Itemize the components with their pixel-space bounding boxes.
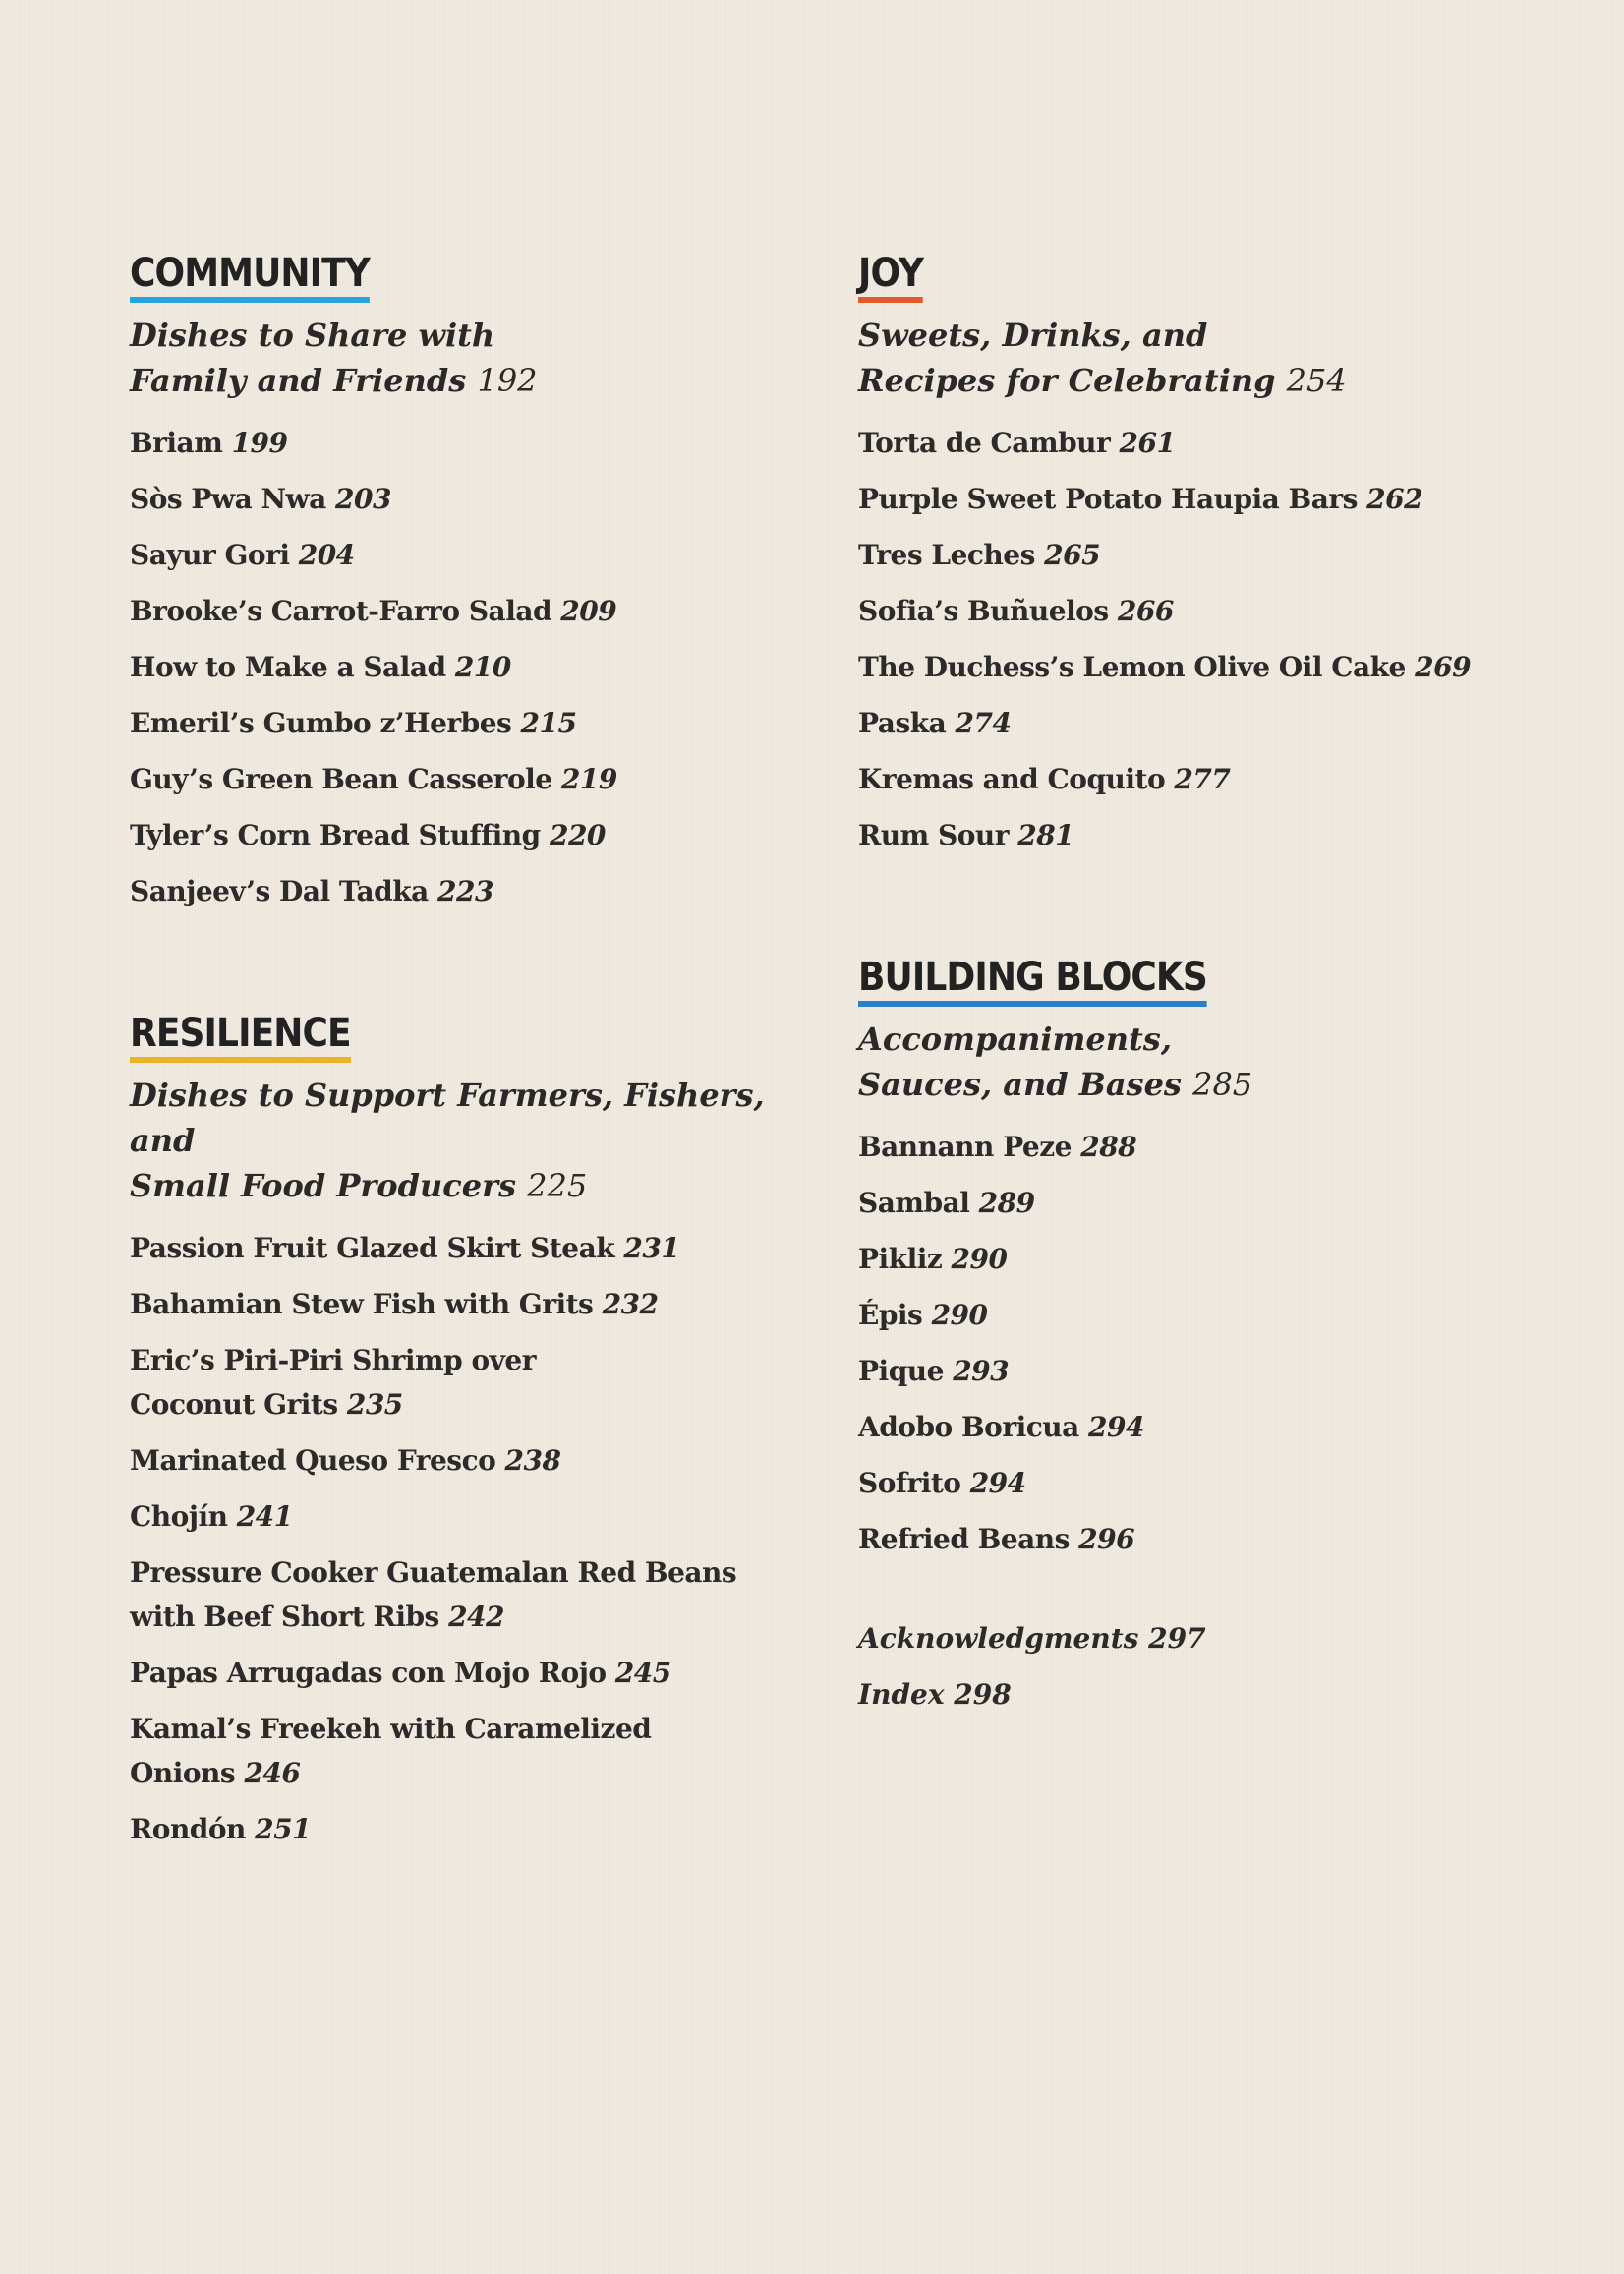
entry-page-number: 238 [504,1444,561,1477]
toc-entry[interactable] [130,813,798,857]
entry-page-number: 231 [623,1232,680,1264]
entry-page-number: 199 [231,427,288,459]
entry-title: Briam [130,427,223,459]
toc-entry[interactable] [858,477,1546,521]
subtitle-line: Dishes to Share with [130,317,495,354]
entry-page-number: 277 [1174,763,1231,795]
toc-entry[interactable] [858,1517,1546,1561]
entry-list-building-blocks [858,1125,1546,1561]
resilience-section [130,1011,798,1851]
toc-entry[interactable] [130,1651,798,1695]
section-subtitle-resilience [130,1073,798,1208]
toc-entry[interactable] [858,701,1546,745]
subtitle-page-number: 254 [1286,362,1347,399]
entry-page-number: 261 [1119,427,1176,459]
entry-title: How to Make a Salad [130,651,446,683]
toc-entry[interactable] [130,421,798,465]
entry-title: Rum Sour [858,819,1010,851]
building-blocks-section [858,955,1546,1561]
toc-entry[interactable] [130,1494,798,1539]
section-heading-joy: JOY [858,254,923,303]
entry-title: Passion Fruit Glazed Skirt Steak [130,1232,615,1264]
toc-entry[interactable] [130,477,798,521]
entry-title: The Duchess’s Lemon Olive Oil Cake [858,651,1406,683]
entry-page-number: 274 [955,707,1012,739]
entry-title: Sayur Gori [130,539,290,571]
entry-title: Guy’s Green Bean Casserole [130,763,552,795]
entry-page-number: 204 [298,539,355,571]
toc-entry[interactable] [130,645,798,689]
entry-title: Adobo Boricua [858,1411,1079,1443]
toc-entry[interactable] [858,645,1546,689]
entry-title: Kamal’s Freekeh with Caramelized [130,1713,652,1745]
acknowledgments-label: Acknowledgments [858,1622,1139,1655]
toc-entry[interactable] [130,589,798,633]
entry-title: Pressure Cooker Guatemalan Red Beans [130,1556,737,1589]
joy-section [858,251,1546,857]
entry-page-number: 220 [549,819,606,851]
entry-page-number: 251 [255,1813,312,1845]
right-column [858,251,1546,1728]
entry-title: Pikliz [858,1243,943,1275]
entry-page-number: 294 [1088,1411,1144,1443]
entry-page-number: 209 [560,595,617,627]
entry-title: Rondón [130,1813,246,1845]
entry-title: Marinated Queso Fresco [130,1444,496,1477]
entry-page-number: 245 [614,1657,671,1689]
entry-title: Sofia’s Buñuelos [858,595,1109,627]
entry-page-number: 223 [437,875,493,907]
entry-page-number: 210 [454,651,511,683]
section-subtitle-building-blocks [858,1017,1546,1107]
toc-entry[interactable] [858,533,1546,577]
section-heading-building-blocks: BUILDING BLOCKS [858,958,1207,1007]
entry-title: Bannann Peze [858,1131,1072,1163]
toc-entry[interactable] [130,533,798,577]
entry-title-continued: Onions [130,1757,236,1789]
entry-title: Sòs Pwa Nwa [130,483,326,515]
toc-entry[interactable] [858,589,1546,633]
entry-title: Eric’s Piri-Piri Shrimp over [130,1344,536,1376]
toc-entry[interactable] [130,1707,798,1795]
left-column [130,251,798,1863]
entry-title: Tyler’s Corn Bread Stuffing [130,819,541,851]
entry-title: Papas Arrugadas con Mojo Rojo [130,1657,607,1689]
section-heading-community: COMMUNITY [130,254,370,303]
entry-title: Tres Leches [858,539,1035,571]
section-subtitle-community [130,313,798,403]
entry-title: Bahamian Stew Fish with Grits [130,1288,594,1320]
entry-page-number: 269 [1415,651,1472,683]
entry-page-number: 290 [931,1299,988,1331]
toc-entry[interactable] [858,1125,1546,1169]
entry-page-number: 294 [969,1467,1026,1499]
acknowledgments-page: 297 [1148,1622,1206,1655]
subtitle-line: Recipes for Celebrating [858,362,1276,399]
toc-entry[interactable] [130,1282,798,1326]
back-matter [858,1616,1546,1717]
subtitle-page-number: 225 [527,1167,588,1204]
index-entry[interactable] [858,1672,1546,1717]
entry-title: Paska [858,707,947,739]
entry-page-number: 246 [244,1757,301,1789]
toc-entry[interactable] [858,1181,1546,1225]
toc-entry[interactable] [130,701,798,745]
entry-page-number: 241 [236,1500,293,1533]
entry-title: Kremas and Coquito [858,763,1166,795]
toc-entry[interactable] [858,1237,1546,1281]
section-heading-resilience: RESILIENCE [130,1014,351,1063]
entry-page-number: 242 [448,1601,505,1633]
toc-entry[interactable] [130,1550,798,1639]
entry-title: Brooke’s Carrot-Farro Salad [130,595,552,627]
subtitle-line: Family and Friends [130,362,467,399]
subtitle-page-number: 285 [1192,1066,1253,1103]
entry-page-number: 290 [951,1243,1008,1275]
toc-entry[interactable] [130,757,798,801]
subtitle-line: Sauces, and Bases [858,1066,1182,1103]
subtitle-line: Small Food Producers [130,1167,516,1204]
subtitle-line: Accompaniments, [858,1020,1172,1058]
toc-entry[interactable] [858,1405,1546,1449]
entry-list-joy [858,421,1546,857]
entry-title: Pique [858,1355,944,1387]
toc-entry[interactable] [858,1293,1546,1337]
toc-entry[interactable] [130,1338,798,1427]
entry-page-number: 288 [1080,1131,1137,1163]
entry-page-number: 266 [1117,595,1174,627]
entry-title: Purple Sweet Potato Haupia Bars [858,483,1358,515]
entry-page-number: 293 [953,1355,1010,1387]
entry-title: Torta de Cambur [858,427,1111,459]
entry-title: Refried Beans [858,1523,1070,1555]
entry-page-number: 235 [346,1388,403,1421]
entry-title: Emeril’s Gumbo z’Herbes [130,707,512,739]
entry-page-number: 296 [1078,1523,1135,1555]
entry-title: Chojín [130,1500,228,1533]
subtitle-line: Dishes to Support Farmers, Fishers, and [130,1077,765,1159]
toc-entry[interactable] [130,869,798,913]
entry-list-community [130,421,798,913]
index-page: 298 [954,1678,1012,1711]
toc-entry[interactable] [858,1349,1546,1393]
entry-page-number: 215 [520,707,577,739]
entry-title-continued: Coconut Grits [130,1388,338,1421]
entry-page-number: 203 [335,483,391,515]
entry-title-continued: with Beef Short Ribs [130,1601,439,1633]
entry-title: Sanjeev’s Dal Tadka [130,875,429,907]
toc-entry[interactable] [858,421,1546,465]
community-section [130,251,798,913]
toc-entry[interactable] [858,757,1546,801]
entry-page-number: 289 [978,1187,1035,1219]
acknowledgments-entry[interactable] [858,1616,1546,1661]
subtitle-page-number: 192 [477,362,538,399]
entry-page-number: 262 [1366,483,1423,515]
entry-title: Sambal [858,1187,970,1219]
toc-entry[interactable] [130,1226,798,1270]
section-subtitle-joy [858,313,1546,403]
entry-list-resilience [130,1226,798,1851]
toc-entry[interactable] [858,1461,1546,1505]
entry-page-number: 219 [560,763,617,795]
entry-page-number: 265 [1044,539,1101,571]
entry-title: Épis [858,1299,923,1331]
toc-entry[interactable] [858,813,1546,857]
toc-entry[interactable] [130,1438,798,1483]
entry-page-number: 281 [1017,819,1074,851]
subtitle-line: Sweets, Drinks, and [858,317,1208,354]
index-label: Index [858,1678,945,1711]
entry-title: Sofrito [858,1467,961,1499]
toc-entry[interactable] [130,1807,798,1851]
entry-page-number: 232 [602,1288,659,1320]
